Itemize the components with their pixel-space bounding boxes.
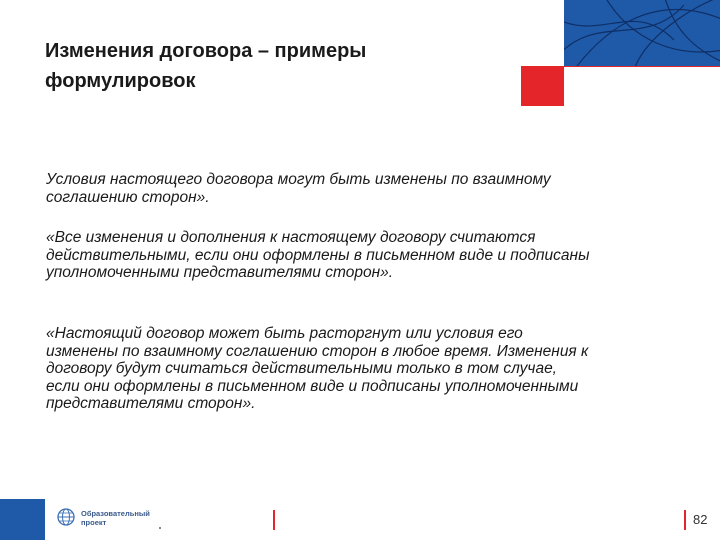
footer-divider-left xyxy=(273,510,275,530)
paragraph-3 xyxy=(46,325,686,413)
logo-text-line-2: проект xyxy=(81,518,107,527)
logo-text-line-1: Образовательный xyxy=(81,509,150,518)
paragraph-line: действительными, если они оформлены в письменном виде и подписаны xyxy=(46,246,590,264)
paragraph-line: «Все изменения и дополнения к настоящему договору считаются xyxy=(46,229,536,246)
slide-title xyxy=(45,36,505,96)
paragraph-line: договору будут считаться действительными только в том случае, xyxy=(46,360,557,377)
logo-text xyxy=(81,509,161,527)
paragraph-line: Условия настоящего договора могут быть изменены по взаимному xyxy=(46,171,551,188)
paragraph-2 xyxy=(46,229,686,282)
footer-blue-block xyxy=(0,499,45,540)
globe-logo-icon xyxy=(57,508,75,526)
decorative-curves xyxy=(564,0,720,66)
paragraph-line: «Настоящий договор может быть расторгнут или условия его xyxy=(46,325,523,342)
footer-divider-right xyxy=(684,510,686,530)
decorative-red-line xyxy=(564,66,720,67)
paragraph-line: если они оформлены в письменном виде и подписаны уполномоченными xyxy=(46,377,579,395)
slide-title-line-2: формулировок xyxy=(45,70,196,92)
slide-title-line-1: Изменения договора – примеры xyxy=(45,40,367,62)
footer-dot xyxy=(159,527,161,529)
decorative-blue-block xyxy=(564,0,720,66)
paragraph-line: представителями сторон». xyxy=(46,395,256,412)
page-number: 82 xyxy=(693,512,708,527)
paragraph-line: уполномоченными представителями сторон». xyxy=(46,264,394,281)
paragraph-line: соглашению сторон». xyxy=(46,188,210,206)
paragraph-1 xyxy=(46,171,686,206)
paragraph-line: изменены по взаимному соглашению сторон в любое время. Изменения к xyxy=(46,342,589,360)
decorative-red-block xyxy=(521,66,564,106)
